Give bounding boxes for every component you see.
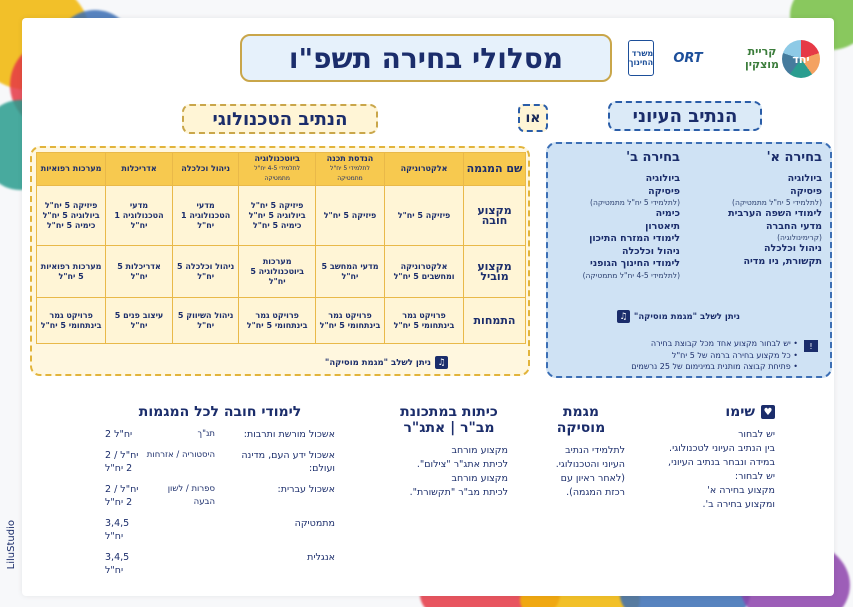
header-note: לתלמידי 4-5 יח"ל מתמטיקה (254, 165, 301, 182)
tech-corner-header (464, 153, 526, 186)
heart-icon: ♥ (761, 405, 775, 419)
mandatory-cluster: אשכול עברית: (277, 484, 335, 495)
mandatory-units: 3,4,5 יח"ל (105, 552, 130, 576)
choice-a-heading: בחירה א' (766, 150, 822, 165)
exclamation-icon: ! (804, 340, 818, 352)
tech-cell: פרויקט גמר בינתחומי 5 יח"ל (37, 298, 106, 344)
mabar-line: לכיתת אתג"ר "צילום". (416, 459, 508, 470)
subject-label: ביולוגיה (787, 173, 822, 184)
tech-cell: פיזיקה 5 יח"ל ביולוגיה 5 יח"ל כימיה 5 יח"ל (37, 186, 106, 246)
tech-music-note (325, 356, 448, 369)
tech-cell: מדעי הטכנולוגיה 1 יח"ל (106, 186, 173, 246)
mandatory-studies-section (105, 404, 335, 585)
motzkin-logo: קריית מוצקין (744, 45, 780, 71)
notice-title: שימו (725, 404, 755, 420)
subject-item (682, 173, 822, 186)
subject-label: ניהול וכלכלה (764, 243, 822, 254)
notice-line: מקצוע בחירה א' (707, 485, 775, 496)
tech-cell: אלקטרוניקה ומחשבים 5 יח"ל (385, 246, 464, 298)
iyuni-music-note-text: ניתן לשלב "מגמת מוסיקה" (633, 311, 740, 322)
tech-cell: מערכות רפואיות 5 יח"ל (37, 246, 106, 298)
tech-cell: ניהול השיווק 5 יח"ל (172, 298, 239, 344)
mabar-heading: כיתות במתכונת מב"ר | אתג"ר (400, 404, 498, 436)
mandatory-units: 3,4,5 יח"ל (105, 518, 130, 542)
notice-line: בין הנתיב העיוני לטכנולוגי. (669, 443, 775, 454)
header-label: אלקטרוניקה (400, 164, 448, 173)
tech-track-title: הנתיב הטכנולוגי (182, 104, 378, 134)
music-line: רכזת המגמה). (566, 487, 625, 498)
mandatory-list (105, 428, 335, 577)
subject-label: פיסיקה (790, 185, 822, 197)
tech-cell: מערכות ביוטכנולוגיה 5 יח"ל (239, 246, 315, 298)
mandatory-subject (145, 517, 215, 543)
mandatory-row (105, 428, 335, 441)
tech-cell: ניהול וכלכלה 5 יח"ל (172, 246, 239, 298)
page-title (240, 34, 612, 82)
mabar-line: מקצוע מורחב (451, 445, 508, 456)
tech-cell: אדריכלות 5 יח"ל (106, 246, 173, 298)
mandatory-subject: תנ"ך (197, 429, 215, 439)
subject-note: (קרימינולוגיה) (777, 233, 822, 242)
mabar-line: מקצוע מורחב (451, 473, 508, 484)
subject-note: (לתלמידי 4-5 יח"ל מתמטיקה) (582, 270, 680, 280)
mandatory-cluster: מתמטיקה (294, 518, 335, 529)
tech-music-note-text: ניתן לשלב "מגמת מוסיקה" (324, 357, 431, 368)
iyuni-bullets (558, 338, 798, 373)
yahad-logo: יחד (782, 40, 820, 78)
subject-label: תקשורת, ניו מדיה (743, 255, 822, 267)
iyuni-music-note (617, 310, 740, 323)
subject-label: לימודי השפה הערבית (728, 208, 822, 219)
mabar-line: לכיתת מב"ר "תקשורת". (409, 487, 508, 498)
choice-b-list (550, 173, 680, 281)
header-label: אדריכלות (121, 164, 157, 173)
iyuni-panel (546, 142, 832, 378)
tech-column-header (239, 153, 315, 186)
header-label: הנדסת תכנה (326, 154, 374, 163)
tech-column-header (385, 153, 464, 186)
ort-logo: ORT (673, 50, 703, 66)
music-section (537, 404, 625, 500)
subject-label: לימודי החינוך הגופני (590, 258, 680, 269)
mandatory-subject: ספרות / לשון הבעה (167, 484, 215, 507)
bullet-item: • פתיחת קבוצה מותנית במינימום של 25 נרשמים (558, 361, 798, 373)
header-label: ניהול וכלכלה (181, 164, 231, 173)
tech-cell: פיזיקה 5 יח"ל (315, 186, 384, 246)
tech-cell: מדעי המחשב 5 יח"ל (315, 246, 384, 298)
music-heading: מגמת מוסיקה (556, 404, 606, 436)
notice-section (635, 404, 775, 512)
tech-row-header: מקצוע מוביל (464, 246, 526, 298)
bullet-item: • כל מקצוע בחירה ברמה של 5 יח"ל (558, 350, 798, 362)
tech-column-header (37, 153, 106, 186)
header-label: מערכות רפואיות (40, 164, 102, 173)
tech-table-row (37, 246, 526, 298)
subject-label: ניהול וכלכלה (622, 245, 680, 257)
mandatory-subject: היסטוריה / אזרחות (146, 450, 215, 460)
tech-cell: פיזיקה 5 יח"ל (385, 186, 464, 246)
bullet-item: • יש לבחור מקצוע אחד מכל קבוצת בחירה (558, 338, 798, 350)
subject-note: (לתלמידי 5 יח"ל מתמטיקה) (732, 198, 822, 207)
tech-table (36, 152, 526, 344)
mandatory-row (105, 551, 335, 577)
tech-header-row (37, 153, 526, 186)
subject-item (550, 208, 680, 221)
subject-item (682, 186, 822, 209)
credit-logo: LiluStudio (6, 520, 17, 570)
subject-item (550, 246, 680, 259)
notice-line: יש לבחור (738, 429, 775, 440)
notice-line: יש לבחור: (734, 471, 775, 482)
subject-label: מדעי החברה (766, 220, 822, 232)
mandatory-row (105, 449, 335, 475)
choice-b-heading: בחירה ב' (626, 150, 680, 165)
header-note: לתלמידי 5 יח"ל מתמטיקה (330, 165, 370, 182)
tech-cell: פרויקט גמר בינתחומי 5 יח"ל (385, 298, 464, 344)
mandatory-row (105, 517, 335, 543)
music-note-icon: ♫ (617, 310, 630, 323)
subject-label: לימודי המזרח התיכון (589, 233, 680, 244)
tech-column-header (106, 153, 173, 186)
music-note-icon: ♫ (435, 356, 448, 369)
notice-line: ומקצוע בחירה ב'. (702, 499, 775, 510)
tech-panel (30, 146, 530, 376)
subject-label: תיאטרון (645, 220, 680, 232)
subject-item (550, 233, 680, 246)
mandatory-cluster: אנגלית (307, 552, 335, 563)
mandatory-row (105, 483, 335, 509)
mandatory-cluster: אשכול מורשת ותרבות: (243, 429, 335, 440)
tech-column-header (172, 153, 239, 186)
notice-line: במידה ונבחר בנתיב העיוני, (668, 457, 775, 468)
mandatory-subject (145, 551, 215, 577)
music-line: (לאחר ראיון עם (560, 473, 625, 484)
mandatory-heading: לימודי חובה לכל המגמות (138, 404, 302, 420)
tech-column-header (315, 153, 384, 186)
mandatory-units: 2 יח"ל / 2 יח"ל (105, 484, 139, 508)
or-label: או (518, 104, 548, 132)
tech-cell: פרויקט גמר בינתחומי 5 יח"ל (239, 298, 315, 344)
subject-label: פיסיקה (648, 185, 680, 197)
page-title-text: מסלולי בחירה תשפ"ו (288, 41, 564, 75)
mandatory-cluster: אשכול ידע העם, מדינה ועולם: (241, 450, 335, 474)
education-ministry-logo: משרד החינוך (628, 40, 654, 76)
subject-item (682, 208, 822, 221)
mandatory-units: 2 יח"ל / 2 יח"ל (105, 450, 139, 474)
choice-b-column (550, 150, 680, 281)
tech-table-row (37, 298, 526, 344)
tech-cell: פרויקט גמר בינתחומי 5 יח"ל (315, 298, 384, 344)
subject-item (550, 173, 680, 186)
subject-item (550, 258, 680, 281)
mandatory-units: 2 יח"ל (105, 429, 133, 440)
choice-a-column (682, 150, 822, 268)
iyuni-track-title: הנתיב העיוני (608, 101, 762, 131)
tech-table-row (37, 186, 526, 246)
subject-label: ביולוגיה (645, 173, 680, 184)
subject-note: (לתלמידי 5 יח"ל מתמטיקה) (590, 198, 680, 207)
tech-cell: עיצוב פנים 5 יח"ל (106, 298, 173, 344)
subject-item (682, 221, 822, 244)
subject-item (682, 256, 822, 269)
tech-cell: פיזיקה 5 יח"ל ביולוגיה 5 יח"ל כימיה 5 יח"ל (239, 186, 315, 246)
mabar-section (390, 404, 508, 500)
choice-a-list (682, 173, 822, 268)
header-label: שם המגמה (466, 162, 523, 175)
subject-item (550, 221, 680, 234)
tech-cell: מדעי הטכנולוגיה 1 יח"ל (172, 186, 239, 246)
music-line: העיוני והטכנולוגי. (555, 459, 625, 470)
tech-row-header: מקצוע חובה (464, 186, 526, 246)
music-line: לתלמידי הנתיב (565, 445, 625, 456)
tech-row-header: התמחות (464, 298, 526, 344)
subject-item (550, 186, 680, 209)
subject-item (682, 243, 822, 256)
subject-label: כימיה (655, 208, 680, 219)
notice-heading (635, 404, 775, 420)
header-label: ביוטכנולוגיה (254, 154, 300, 163)
